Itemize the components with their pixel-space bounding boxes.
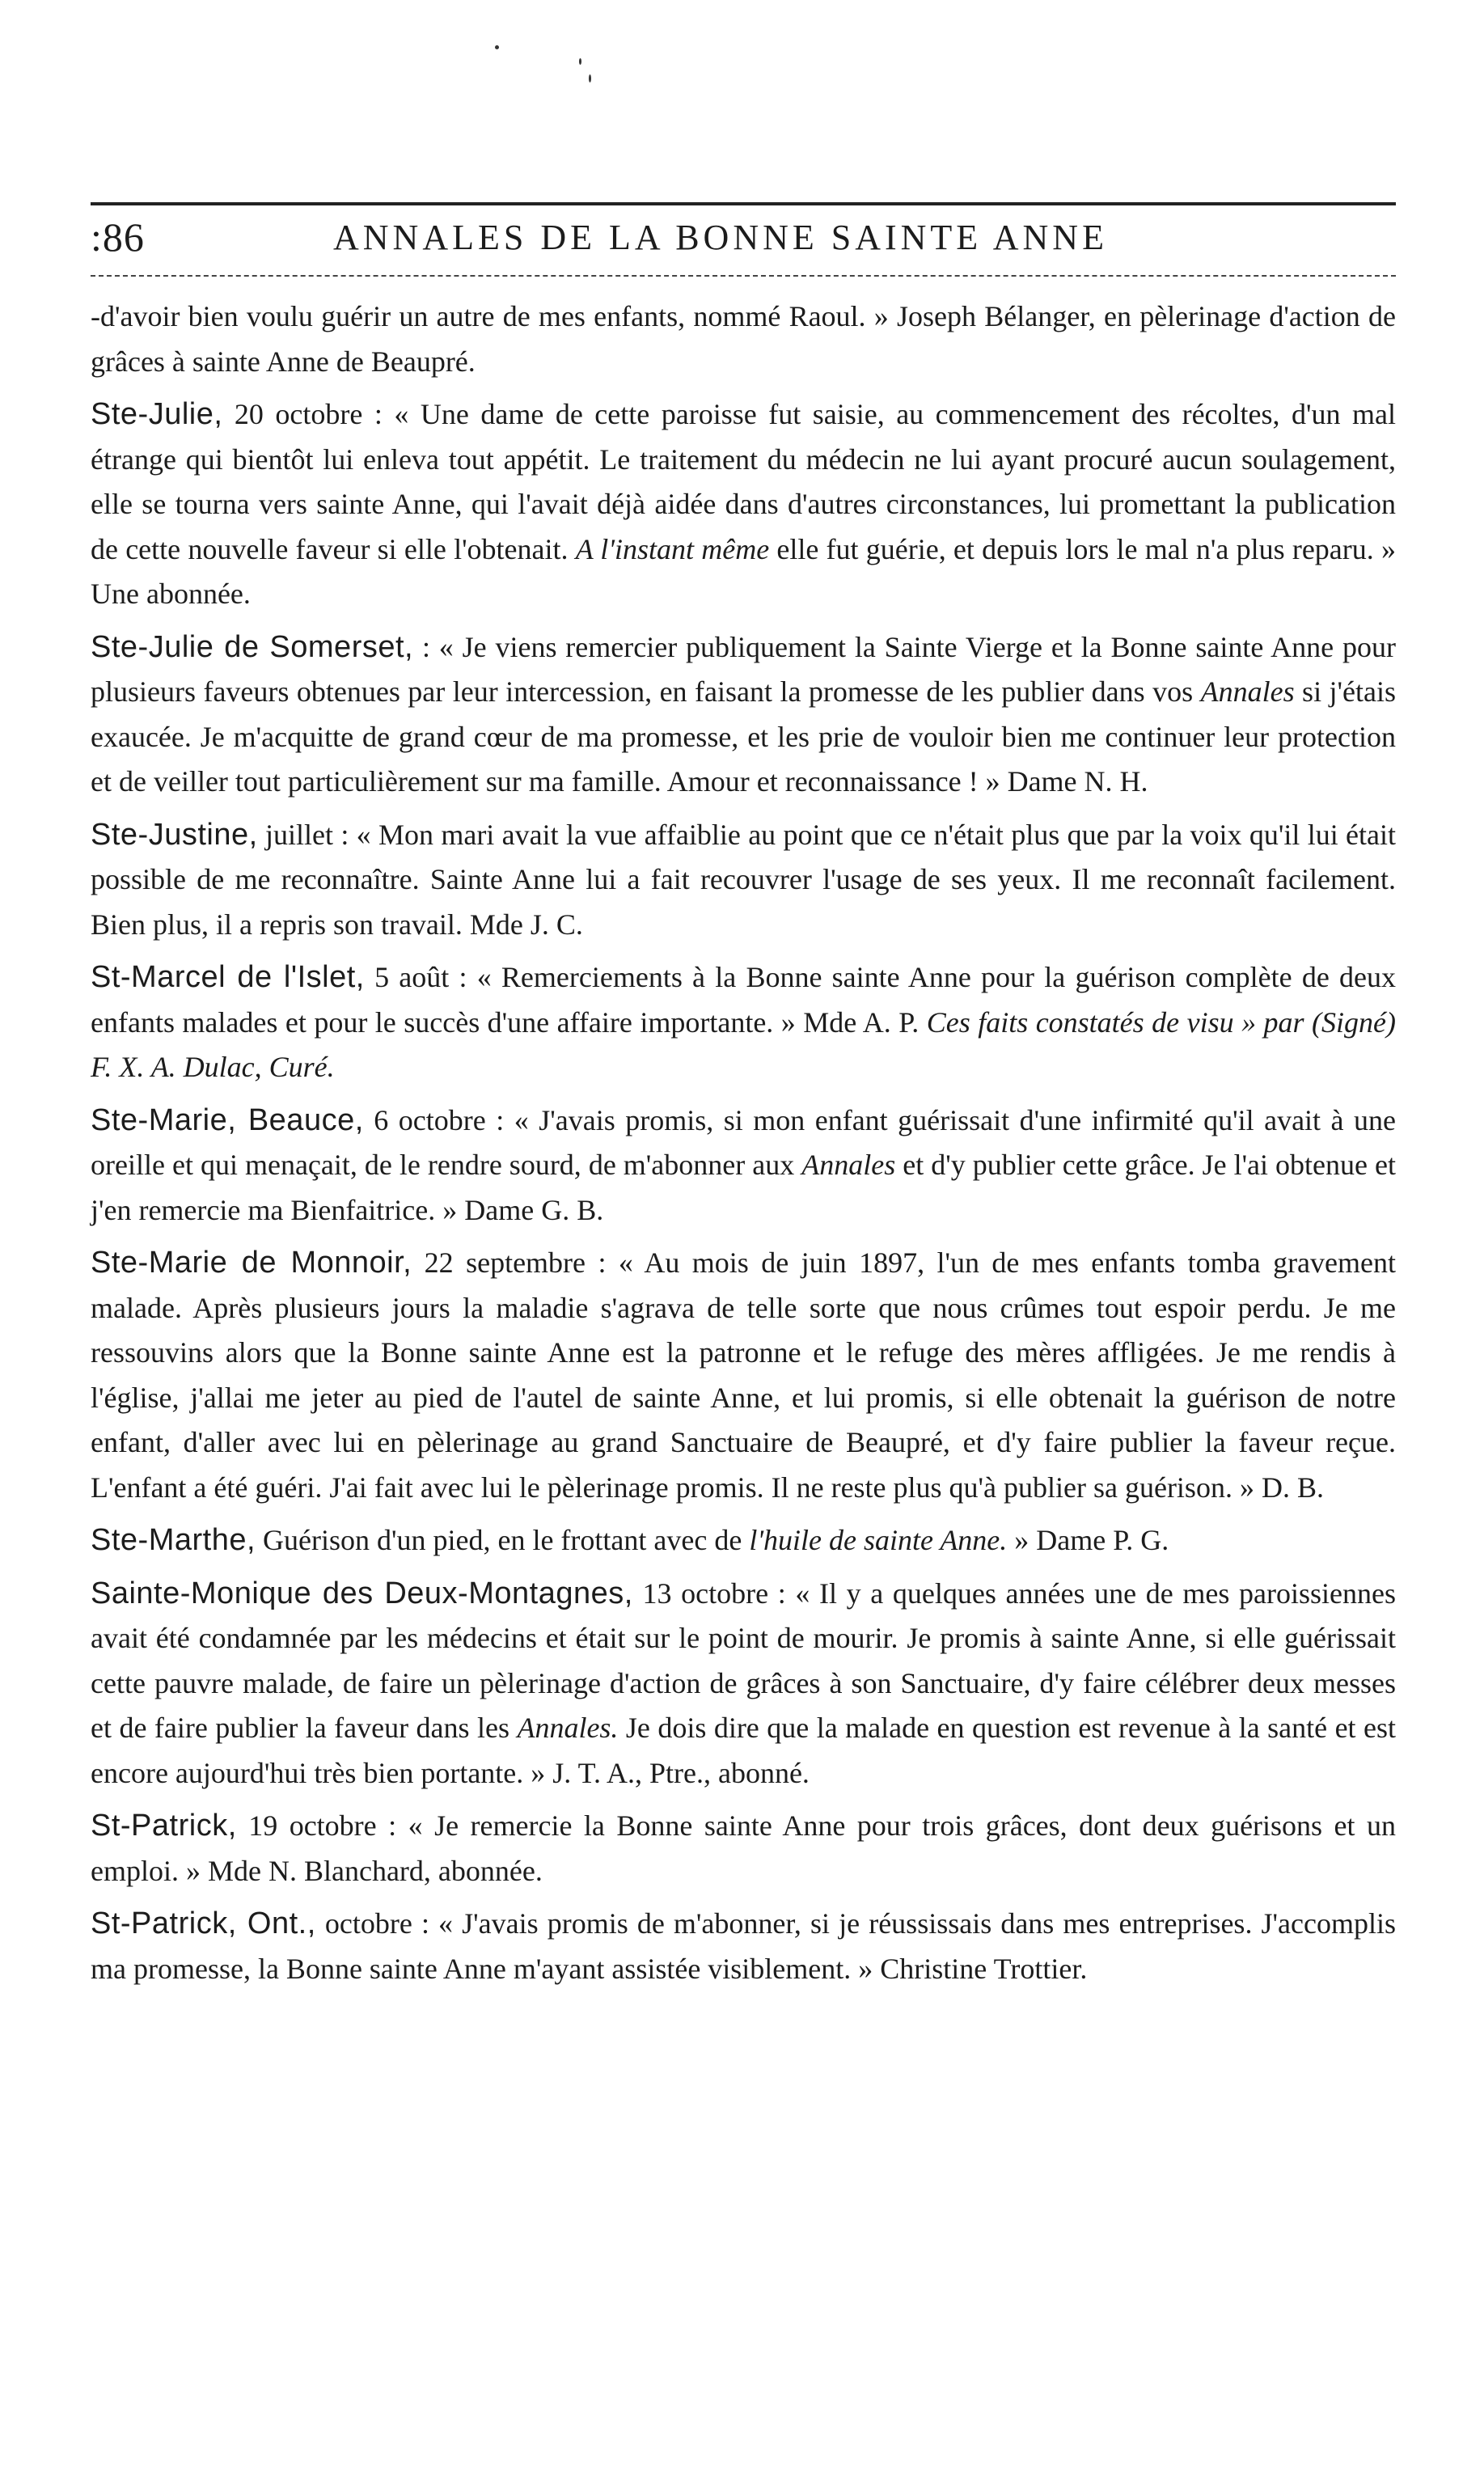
paragraph-text: 5 août : « Remerciements à la Bonne sainte Anne pour la guérison complète de deux enfants malades et pour le succès d'une affaire importante. » Mde A. P.	[91, 961, 1396, 1039]
paragraph-text: Je dois dire que la malade en question est revenue à la santé et est encore aujourd'hui très bien portante. » J. T. A., Ptre., abonné.	[91, 1712, 1396, 1789]
italic-text: Annales.	[517, 1712, 619, 1744]
paragraph-text: -d'avoir bien voulu guérir un autre de mes enfants, nommé Raoul. » Joseph Bélanger, en pèlerinage d'action de grâces à sainte Anne de Beaupré.	[91, 300, 1396, 378]
paragraph-text: Guérison d'un pied, en le frottant avec de	[256, 1524, 750, 1556]
paragraph-text: 13 octobre : « Il y a quelques années une de mes paroissiennes avait été condamnée par les médecins et était sur le point de mourir. Je promis à sainte Anne, si elle guérissait cette pauvre malade, de faire un pèlerinage d'action de grâces à son Sanctuaire, d'y faire célébrer deux messes et de faire publier la faveur dans les	[91, 1576, 1396, 1744]
paragraph-continuation	[91, 294, 1396, 384]
header-rule	[91, 275, 1396, 277]
paragraph-ste-marthe	[91, 1518, 1396, 1564]
place-name: St-Patrick, Ont.,	[91, 1906, 316, 1940]
paragraph-st-patrick-ont	[91, 1902, 1396, 1991]
paragraph-st-marcel-de-lislet	[91, 955, 1396, 1090]
paragraph-ste-justine	[91, 813, 1396, 948]
italic-text: l'huile de sainte Anne.	[749, 1524, 1008, 1556]
article-body	[91, 294, 1396, 1991]
paragraph-text: : « Je viens remercier publiquement la Sainte Vierge et la Bonne sainte Anne pour plusieurs faveurs obtenues par leur intercession, en faisant la promesse de les publier dans vos	[91, 630, 1396, 708]
place-name: Ste-Marthe,	[91, 1523, 256, 1557]
paragraph-text: et d'y publier cette grâce. Je l'ai obtenue et j'en remercie ma Bienfaitrice. » Dame G. B.	[91, 1149, 1396, 1226]
italic-text: A l'instant même	[575, 532, 770, 565]
running-head: ANNALES DE LA BONNE SAINTE ANNE	[333, 218, 1108, 257]
scan-speck	[579, 58, 581, 65]
paragraph-text: elle fut guérie, et depuis lors le mal n'a plus reparu. » Une abonnée.	[91, 532, 1396, 610]
place-name: Sainte-Monique des Deux-Montagnes,	[91, 1576, 633, 1610]
paragraph-text: juillet : « Mon mari avait la vue affaiblie au point que ce n'était plus que par la voix qu'il lui était possible de me reconnaître. Sainte Anne lui a fait recouvrer l'usage de ses yeux. Il me reconnaît facilement. Bien plus, il a repris son travail. Mde J. C.	[91, 818, 1396, 941]
place-name: Ste-Marie de Monnoir,	[91, 1246, 412, 1280]
place-name: Ste-Julie,	[91, 397, 223, 431]
page	[91, 202, 1396, 1999]
paragraph-text: si j'étais exaucée. Je m'acquitte de grand cœur de ma promesse, et les prie de vouloir bien me continuer leur protection et de veiller tout particulièrement sur ma famille. Amour et reconnaissance ! » Dame N. H.	[91, 675, 1396, 798]
paragraph-text: 19 octobre : « Je remercie la Bonne sainte Anne pour trois grâces, dont deux guérisons et un emploi. » Mde N. Blanchard, abonnée.	[91, 1809, 1396, 1887]
scan-speck	[495, 45, 499, 49]
italic-text: Annales	[801, 1149, 896, 1181]
scan-speck	[589, 74, 591, 83]
page-number: :86	[91, 214, 145, 260]
place-name: Ste-Marie, Beauce,	[91, 1102, 364, 1137]
italic-text: Annales	[1200, 675, 1295, 708]
paragraph-ste-julie	[91, 392, 1396, 617]
paragraph-text: octobre : « J'avais promis de m'abonner, si je réussissais dans mes entreprises. J'accomplis ma promesse, la Bonne sainte Anne m'ayant assistée visiblement. » Christine Trottier.	[91, 1907, 1396, 1985]
place-name: Ste-Julie de Somerset,	[91, 629, 414, 664]
paragraph-ste-julie-de-somerset	[91, 625, 1396, 805]
place-name: St-Patrick,	[91, 1809, 237, 1843]
paragraph-ste-marie-de-monnoir	[91, 1241, 1396, 1510]
paragraph-text: 20 octobre : « Une dame de cette paroisse fut saisie, au commencement des récoltes, d'un mal étrange qui bientôt lui enleva tout appétit. Le traitement du médecin ne lui ayant procuré aucun soulagement, elle se tourna vers sainte Anne, qui l'avait déjà aidée dans d'autres circonstances, lui promettant la publication de cette nouvelle faveur si elle l'obtenait.	[91, 398, 1396, 565]
paragraph-text: 22 septembre : « Au mois de juin 1897, l'un de mes enfants tomba gravement malade. Après plusieurs jours la maladie s'agrava de telle sorte que nous crûmes tout espoir perdu. Je me ressouvins alors que la Bonne sainte Anne est la patronne et le refuge des mères affligées. Je me rendis à l'église, j'allai me jeter au pied de l'autel de sainte Anne, et lui promis, si elle obtenait la guérison de notre enfant, d'aller avec lui en pèlerinage au grand Sanctuaire de Beaupré, et d'y faire publier la faveur reçue. L'enfant a été guéri. J'ai fait avec lui le pèlerinage promis. Il ne reste plus qu'à publier sa guérison. » D. B.	[91, 1246, 1396, 1504]
paragraph-text: » Dame P. G.	[1007, 1524, 1169, 1556]
place-name: St-Marcel de l'Islet,	[91, 960, 365, 994]
place-name: Ste-Justine,	[91, 817, 258, 852]
page-header	[91, 202, 1396, 265]
paragraph-text: 6 octobre : « J'avais promis, si mon enfant guérissait d'une infirmité qu'il avait à une oreille et qui menaçait, de le rendre sourd, de m'abonner aux	[91, 1103, 1397, 1181]
paragraph-sainte-monique	[91, 1572, 1396, 1796]
italic-text: Ces faits constatés de visu » par (Signé) F. X. A. Dulac, Curé.	[91, 1005, 1396, 1083]
paragraph-ste-marie-beauce	[91, 1098, 1396, 1234]
paragraph-st-patrick	[91, 1804, 1396, 1894]
